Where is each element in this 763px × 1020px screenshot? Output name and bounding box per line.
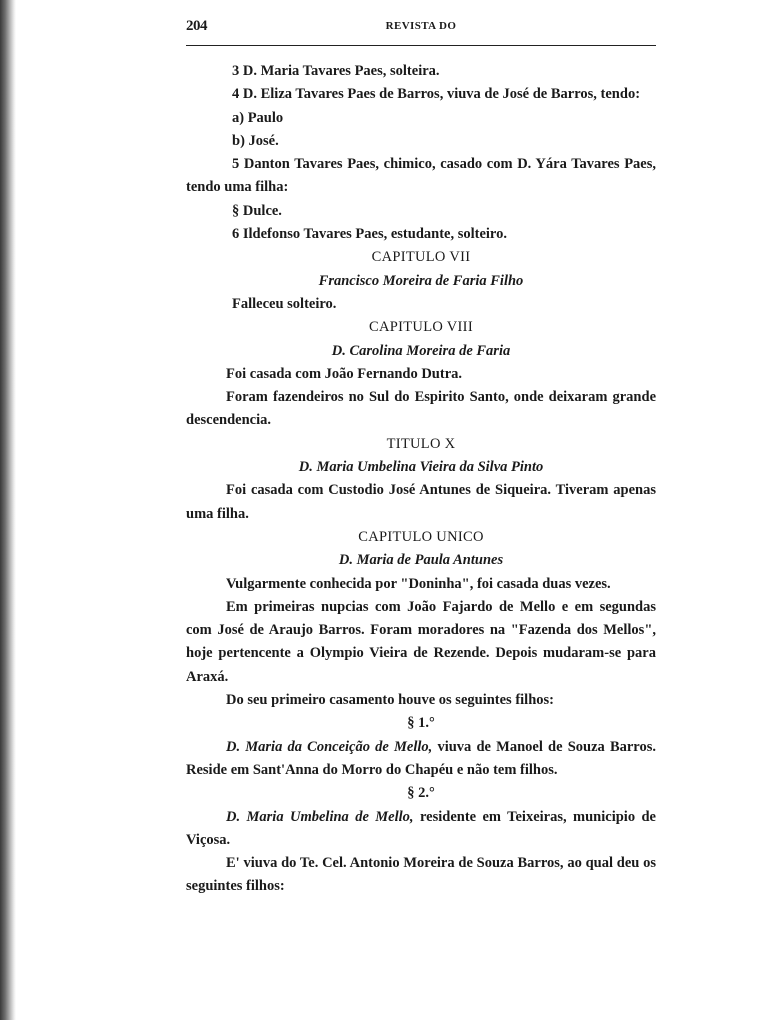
header-rule <box>186 45 656 46</box>
paragraph: 6 Ildefonso Tavares Paes, estudante, solteiro. <box>232 226 507 243</box>
section-mark: § 1.° <box>407 715 435 732</box>
paragraph: Foi casada com Custodio José Antunes de Siqueira. Tiveram apenas uma filha. <box>186 482 656 522</box>
chapter-subtitle: D. Carolina Moreira de Faria <box>331 342 511 359</box>
paragraph: 4 D. Eliza Tavares Paes de Barros, viuva de José de Barros, tendo: <box>232 86 641 103</box>
paragraph-text: residente em Teixeiras, municipio de Viçosa. <box>186 808 656 848</box>
paragraph-text: viuva de Manoel de Souza Barros. Reside em Sant'Anna do Morro do Chapéu e não tem filhos. <box>186 738 656 778</box>
chapter-heading: CAPITULO VII <box>371 249 471 266</box>
section-mark: § 2.° <box>407 785 435 802</box>
paragraph: E' viuva do Te. Cel. Antonio Moreira de Souza Barros, ao qual deu os seguintes filhos: <box>186 855 656 895</box>
paragraph: Falleceu solteiro. <box>232 295 337 312</box>
list-item: § Dulce. <box>232 202 282 219</box>
page-number: 204 <box>186 18 207 34</box>
list-item: b) José. <box>232 132 279 149</box>
paragraph: Vulgarmente conhecida por "Doninha", foi casada duas vezes. <box>226 575 611 592</box>
paragraph: 3 D. Maria Tavares Paes, solteira. <box>232 63 440 79</box>
chapter-subtitle: Francisco Moreira de Faria Filho <box>318 272 524 289</box>
running-title: REVISTA DO <box>385 20 457 32</box>
page-body <box>186 60 656 899</box>
paragraph <box>186 806 656 853</box>
paragraph <box>186 736 656 783</box>
paragraph: Foram fazendeiros no Sul do Espirito Santo, onde deixaram grande descendencia. <box>186 389 656 429</box>
person-name: D. Maria Umbelina de Mello, <box>226 808 414 825</box>
list-item: a) Paulo <box>232 109 284 126</box>
chapter-heading: CAPITULO VIII <box>369 319 473 336</box>
chapter-heading: CAPITULO UNICO <box>358 528 484 545</box>
title-heading: TITULO X <box>386 435 456 452</box>
title-subtitle: D. Maria Umbelina Vieira da Silva Pinto <box>298 459 544 476</box>
chapter-subtitle: D. Maria de Paula Antunes <box>338 552 504 569</box>
page-header <box>186 18 656 38</box>
person-name: D. Maria da Conceição de Mello, <box>226 738 433 755</box>
paragraph: Do seu primeiro casamento houve os seguintes filhos: <box>226 692 554 709</box>
paragraph: Em primeiras nupcias com João Fajardo de Mello e em segundas com José de Araujo Barros. Foram moradores na "Fazenda dos Mellos", hoje pertencente a Olympio Vieira de Rezende. Depois mudaram-se para Araxá. <box>186 598 656 685</box>
paragraph: Foi casada com João Fernando Dutra. <box>226 365 463 382</box>
page-binding-edge <box>0 0 16 1020</box>
paragraph: 5 Danton Tavares Paes, chimico, casado com D. Yára Tavares Paes, tendo uma filha: <box>186 156 656 196</box>
